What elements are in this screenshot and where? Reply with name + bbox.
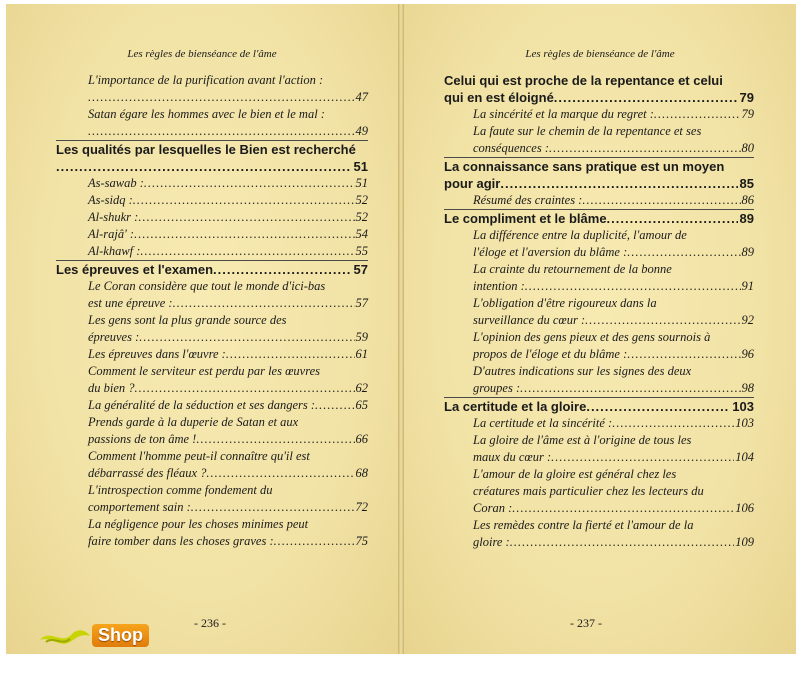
- toc-row: [473, 106, 754, 123]
- toc-entry: [56, 192, 368, 209]
- leader-dots: [520, 380, 740, 397]
- toc-entry-text: gloire :: [473, 535, 510, 549]
- toc-entry-text: est une épreuve :: [88, 296, 173, 310]
- toc-row: [88, 397, 368, 414]
- leader-dots: [525, 278, 741, 295]
- toc-row: [88, 499, 368, 516]
- toc-row: [473, 192, 754, 209]
- page-number: 61: [355, 347, 368, 361]
- toc-row: [88, 533, 368, 550]
- toc-entry: [56, 397, 368, 414]
- toc-entry-text: Le compliment et le blâme: [444, 211, 607, 226]
- page-number: 96: [741, 347, 754, 361]
- page-number: 75: [355, 534, 368, 548]
- leader-dots: [549, 140, 740, 157]
- toc-row: [444, 175, 754, 192]
- toc-right: [444, 72, 754, 551]
- page-number: 55: [355, 244, 368, 258]
- leader-dots: [88, 89, 355, 106]
- leader-dots: [138, 209, 354, 226]
- toc-line: La connaissance sans pratique est un moyen: [444, 159, 725, 174]
- page-number: 106: [735, 501, 754, 515]
- leader-dots: [510, 534, 735, 551]
- leader-dots: [56, 158, 352, 175]
- toc-line: Les qualités par lesquelles le Bien est recherché: [56, 142, 356, 157]
- toc-row: [88, 243, 368, 260]
- running-head-right: Les règles de bienséance de l'âme: [525, 48, 675, 60]
- toc-line: L'amour de la gloire est général chez les: [473, 467, 677, 481]
- toc-row: [88, 175, 368, 192]
- leader-dots: [586, 398, 730, 415]
- toc-entry-text: débarrassé des fléaux ?: [88, 466, 207, 480]
- toc-entry-text: As-sawab :: [88, 176, 144, 190]
- page-number: 85: [739, 176, 754, 191]
- toc-entry: [444, 415, 754, 432]
- toc-chapter: [444, 157, 754, 192]
- leader-dots: [135, 380, 355, 397]
- toc-entry-text: Coran :: [473, 501, 513, 515]
- page-number: 72: [355, 500, 368, 514]
- toc-line: Comment le serviteur est perdu par les œuvres: [88, 364, 321, 378]
- toc-line: D'autres indications sur les signes des deux: [473, 364, 692, 378]
- toc-entry-text: Les épreuves et l'examen: [56, 262, 214, 277]
- leader-dots: [206, 465, 354, 482]
- toc-chapter: [56, 140, 368, 175]
- toc-entry: [56, 209, 368, 226]
- toc-line: Prends garde à la duperie de Satan et aux: [88, 415, 299, 429]
- toc-entry: [444, 106, 754, 123]
- toc-row: [444, 398, 754, 415]
- page-number: 109: [735, 535, 754, 549]
- toc-row: [88, 123, 368, 140]
- page-number: 52: [355, 210, 368, 224]
- page-number: 89: [741, 245, 754, 259]
- leader-dots: [274, 533, 355, 550]
- leader-dots: [88, 123, 355, 140]
- toc-line: L'opinion des gens pieux et des gens sournois à: [473, 330, 711, 344]
- leader-dots: [554, 89, 738, 106]
- toc-row: [473, 244, 754, 261]
- leader-dots: [173, 295, 355, 312]
- toc-entry: [56, 106, 368, 140]
- toc-entry: [444, 517, 754, 551]
- page-number: 91: [741, 279, 754, 293]
- toc-line: Comment l'homme peut-il connaître qu'il est: [88, 449, 310, 463]
- toc-entry: [56, 448, 368, 482]
- toc-line: La différence entre la duplicité, l'amour de: [473, 228, 687, 242]
- toc-entry: [444, 227, 754, 261]
- toc-left: [56, 72, 368, 550]
- page-number: 79: [741, 107, 754, 121]
- toc-row: [444, 210, 754, 227]
- toc-line: Les gens sont la plus grande source des: [88, 313, 287, 327]
- page-number: 66: [355, 432, 368, 446]
- toc-row: [88, 209, 368, 226]
- toc-row: [88, 226, 368, 243]
- right-page: [404, 4, 796, 654]
- toc-entry: [56, 312, 368, 346]
- leader-dots: [196, 431, 354, 448]
- leader-dots: [512, 500, 734, 517]
- leader-dots: [612, 415, 734, 432]
- page-number: 79: [739, 90, 754, 105]
- toc-row: [88, 192, 368, 209]
- toc-entry-text: maux du cœur :: [473, 450, 552, 464]
- toc-entry: [56, 363, 368, 397]
- toc-entry-text: Al-shukr :: [88, 210, 139, 224]
- leader-dots: [585, 312, 740, 329]
- leader-dots: [139, 329, 354, 346]
- toc-line: Les remèdes contre la fierté et l'amour de la: [473, 518, 694, 532]
- toc-row: [473, 415, 754, 432]
- toc-line: Le Coran considère que tout le monde d'ici-bas: [88, 279, 326, 293]
- page-number: 68: [355, 466, 368, 480]
- toc-entry-text: Résumé des craintes :: [473, 193, 583, 207]
- leader-dots: [191, 499, 355, 516]
- toc-entry: [56, 72, 368, 106]
- toc-entry-text: conséquences :: [473, 141, 550, 155]
- toc-entry-text: surveillance du cœur :: [473, 313, 586, 327]
- page-number: 80: [741, 141, 754, 155]
- logo-text: Shop: [92, 624, 149, 647]
- toc-entry: [444, 432, 754, 466]
- page-number: 59: [355, 330, 368, 344]
- page-number: 62: [355, 381, 368, 395]
- page-number: 57: [353, 262, 368, 277]
- toc-entry: [56, 414, 368, 448]
- toc-row: [88, 346, 368, 363]
- toc-entry-text: l'éloge et l'aversion du blâme :: [473, 245, 628, 259]
- leader-dots: [315, 397, 354, 414]
- toc-row: [473, 278, 754, 295]
- toc-entry: [56, 175, 368, 192]
- page-number: 52: [355, 193, 368, 207]
- toc-row: [473, 140, 754, 157]
- left-page: [6, 4, 398, 654]
- toc-entry-text: La généralité de la séduction et ses dangers :: [88, 398, 316, 412]
- toc-line: La gloire de l'âme est à l'origine de tous les: [473, 433, 692, 447]
- toc-entry: [444, 192, 754, 209]
- toc-row: [88, 431, 368, 448]
- toc-entry: [56, 346, 368, 363]
- leader-dots: [607, 210, 738, 227]
- toc-entry: [56, 226, 368, 243]
- toc-row: [473, 346, 754, 363]
- leader-dots: [134, 226, 354, 243]
- page-number: 47: [355, 90, 368, 104]
- swoosh-icon: [38, 624, 92, 648]
- toc-entry-text: intention :: [473, 279, 525, 293]
- toc-entry-text: Al-rajâ' :: [88, 227, 135, 241]
- toc-entry: [444, 123, 754, 157]
- toc-line: La crainte du retournement de la bonne: [473, 262, 672, 276]
- toc-entry-text: passions de ton âme !: [88, 432, 197, 446]
- toc-row: [56, 261, 368, 278]
- toc-line: créatures mais particulier chez les lecteurs du: [473, 484, 704, 498]
- toc-entry: [56, 516, 368, 550]
- toc-chapter: [444, 72, 754, 106]
- toc-line: L'importance de la purification avant l'action :: [88, 73, 324, 87]
- leader-dots: [133, 192, 355, 209]
- toc-entry: [56, 278, 368, 312]
- toc-entry-text: épreuves :: [88, 330, 140, 344]
- toc-row: [88, 295, 368, 312]
- page-number: 54: [355, 227, 368, 241]
- toc-row: [56, 158, 368, 175]
- leader-dots: [144, 175, 355, 192]
- toc-entry: [444, 295, 754, 329]
- toc-row: [473, 449, 754, 466]
- leader-dots: [226, 346, 355, 363]
- toc-entry-text: propos de l'éloge et du blâme :: [473, 347, 628, 361]
- toc-line: La faute sur le chemin de la repentance et ses: [473, 124, 702, 138]
- leader-dots: [654, 106, 741, 123]
- toc-entry-text: La certitude et la sincérité :: [473, 416, 613, 430]
- book-spread: [6, 4, 796, 654]
- toc-row: [444, 89, 754, 106]
- toc-line: Satan égare les hommes avec le bien et le mal :: [88, 107, 325, 121]
- toc-entry-text: As-sidq :: [88, 193, 133, 207]
- toc-entry-text: groupes :: [473, 381, 521, 395]
- toc-entry-text: Al-khawf :: [88, 244, 141, 258]
- toc-row: [473, 312, 754, 329]
- leader-dots: [551, 449, 734, 466]
- page-number: 103: [732, 399, 754, 414]
- toc-entry: [444, 466, 754, 517]
- page-number: 92: [741, 313, 754, 327]
- toc-chapter: [56, 260, 368, 278]
- toc-line: Celui qui est proche de la repentance et celui: [444, 73, 723, 88]
- toc-row: [88, 89, 368, 106]
- running-head-left: Les règles de bienséance de l'âme: [127, 48, 277, 60]
- toc-entry-text: La certitude et la gloire: [444, 399, 587, 414]
- shop-logo[interactable]: [38, 618, 158, 652]
- toc-line: La négligence pour les choses minimes peut: [88, 517, 309, 531]
- toc-row: [473, 500, 754, 517]
- toc-line: L'introspection comme fondement du: [88, 483, 273, 497]
- page-number: 65: [355, 398, 368, 412]
- toc-entry-text: pour agir: [444, 176, 501, 191]
- leader-dots: [582, 192, 740, 209]
- leader-dots: [627, 346, 740, 363]
- toc-chapter: [444, 209, 754, 227]
- page-number: 51: [355, 176, 368, 190]
- toc-entry-text: du bien ?: [88, 381, 135, 395]
- page-number: 103: [735, 416, 754, 430]
- toc-entry-text: Les épreuves dans l'œuvre :: [88, 347, 226, 361]
- toc-chapter: [444, 397, 754, 415]
- toc-entry-text: qui en est éloigné: [444, 90, 554, 105]
- toc-entry: [56, 243, 368, 260]
- leader-dots: [140, 243, 354, 260]
- toc-line: L'obligation d'être rigoureux dans la: [473, 296, 657, 310]
- toc-entry: [444, 363, 754, 397]
- toc-entry: [444, 329, 754, 363]
- page-number: 57: [355, 296, 368, 310]
- toc-entry-text: comportement sain :: [88, 500, 191, 514]
- toc-row: [88, 465, 368, 482]
- folio-left: - 236 -: [194, 616, 226, 630]
- leader-dots: [627, 244, 740, 261]
- toc-row: [88, 329, 368, 346]
- leader-dots: [213, 261, 352, 278]
- toc-row: [473, 534, 754, 551]
- folio-right: - 237 -: [570, 616, 602, 630]
- toc-entry-text: faire tomber dans les choses graves :: [88, 534, 274, 548]
- page-number: 86: [741, 193, 754, 207]
- toc-entry: [56, 482, 368, 516]
- toc-row: [473, 380, 754, 397]
- page-number: 51: [353, 159, 368, 174]
- page-number: 89: [739, 211, 754, 226]
- toc-entry: [444, 261, 754, 295]
- leader-dots: [500, 175, 737, 192]
- page-number: 49: [355, 124, 368, 138]
- page-number: 104: [735, 450, 754, 464]
- page-number: 98: [741, 381, 754, 395]
- toc-row: [88, 380, 368, 397]
- toc-entry-text: La sincérité et la marque du regret :: [473, 107, 654, 121]
